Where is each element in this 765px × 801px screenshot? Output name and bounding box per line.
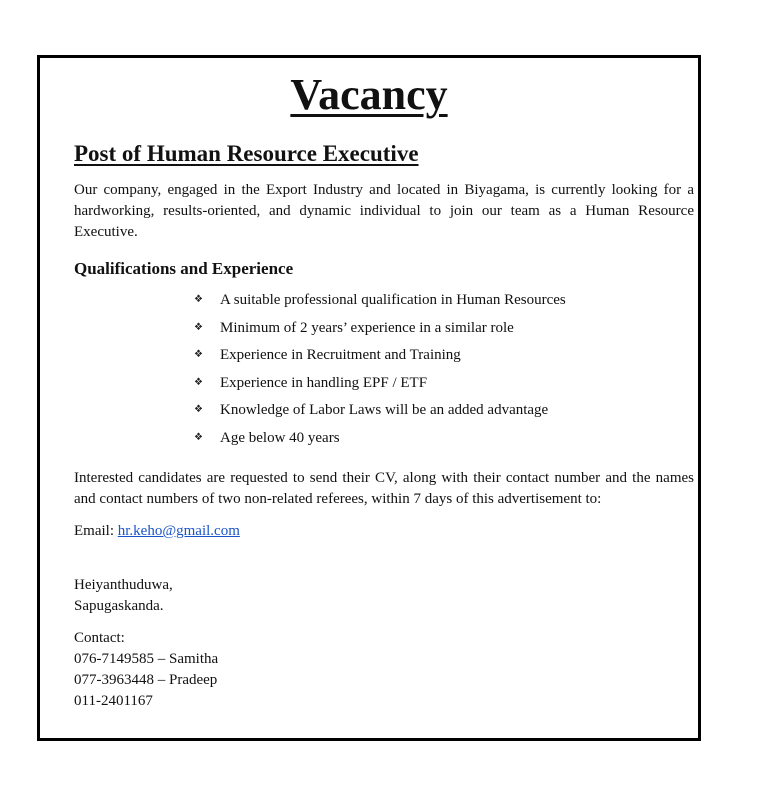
diamond-bullet-icon: ❖	[194, 431, 203, 443]
address-line: Heiyanthuduwa,	[74, 577, 173, 593]
dash-separator: –	[157, 651, 169, 667]
diamond-bullet-icon: ❖	[194, 376, 203, 388]
contact-label: Contact:	[74, 630, 125, 646]
diamond-bullet-icon: ❖	[194, 404, 203, 415]
diamond-bullet-icon: ❖	[194, 294, 203, 305]
intro-paragraph: Our company, engaged in the Export Industry and located in Biyagama, is currently looking for a hardworking, results-oriented, and dynamic individual to join our team as a Human Resource Executive.	[74, 182, 694, 240]
list-item	[194, 345, 566, 373]
list-item	[194, 318, 566, 346]
email-label: Email:	[74, 523, 114, 539]
phone-number: 011-2401167	[74, 693, 153, 709]
list-item-text: Minimum of 2 years’ experience in a similar role	[220, 319, 514, 336]
qualifications-list	[194, 290, 566, 455]
list-item-text: Experience in Recruitment and Training	[220, 347, 461, 363]
list-item	[194, 290, 566, 318]
address-block	[74, 575, 173, 617]
diamond-bullet-icon: ❖	[194, 349, 203, 360]
list-item-text: Age below 40 years	[220, 429, 340, 446]
contact-row	[74, 649, 218, 670]
application-instructions: Interested candidates are requested to send their CV, along with their contact number and the names and contact numbers of two non-related referees, within 7 days of this advertisement to:	[74, 470, 694, 507]
address-line: Sapugaskanda.	[74, 598, 164, 614]
vacancy-title	[40, 70, 698, 120]
phone-number: 077-3963448	[74, 672, 154, 688]
qualifications-heading: Qualifications and Experience	[74, 259, 294, 278]
email-link[interactable]: hr.keho@gmail.com	[117, 523, 240, 539]
contact-name: Pradeep	[169, 672, 218, 688]
list-item-text: A suitable professional qualification in Human Resources	[220, 292, 566, 308]
contact-block	[74, 628, 218, 712]
contact-row	[74, 691, 218, 712]
contact-name: Samitha	[169, 651, 219, 667]
list-item	[194, 400, 566, 428]
phone-number: 076-7149585	[74, 651, 154, 667]
vacancy-advertisement	[37, 55, 701, 741]
list-item-text: Experience in handling EPF / ETF	[220, 374, 428, 391]
diamond-bullet-icon: ❖	[194, 321, 203, 333]
dash-separator: –	[157, 672, 169, 688]
list-item-text: Knowledge of Labor Laws will be an added advantage	[220, 402, 549, 418]
vacancy-title-text: Vacancy	[290, 70, 448, 119]
list-item	[194, 428, 566, 456]
email-line	[74, 521, 240, 542]
contact-row	[74, 670, 218, 691]
post-title: Post of Human Resource Executive	[74, 141, 419, 166]
list-item	[194, 373, 566, 401]
